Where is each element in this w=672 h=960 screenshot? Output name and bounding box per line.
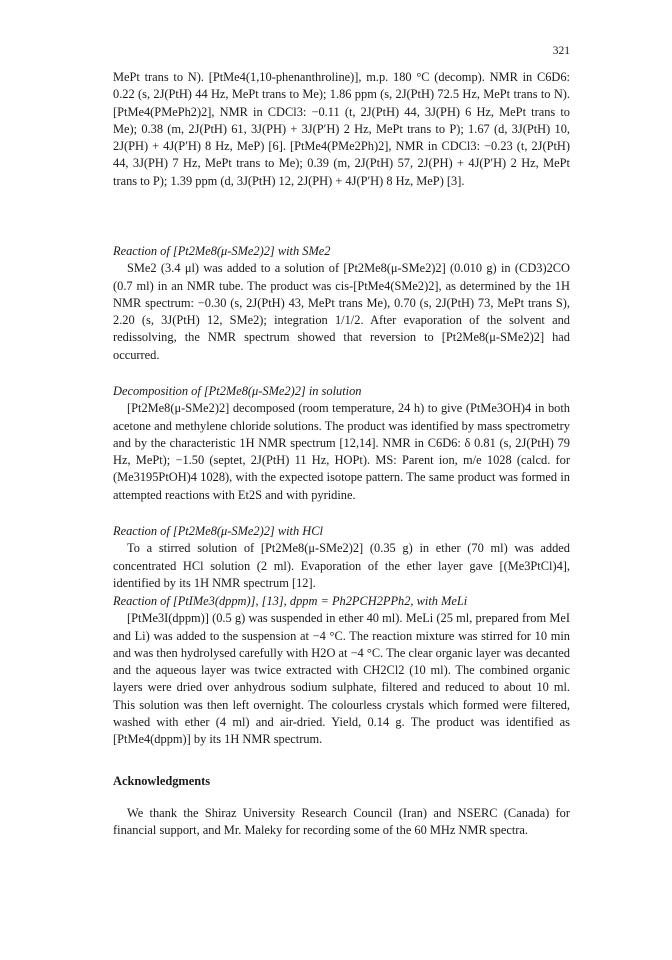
page-number: 321 [552, 45, 570, 57]
section-heading: Decomposition of [Pt2Me8(μ-SMe2)2] in solution [113, 384, 362, 398]
paragraph-text: MePt trans to N). [PtMe4(1,10-phenanthroline)], m.p. 180 °C (decomp). NMR in C6D6: 0.22 (s, 2J(PtH) 44 Hz, MePt trans to Me); 1.86 ppm (s, 2J(PtH) 72.5 Hz, MePt trans to N). [PtMe4(PMePh2)2], NMR in CDCl3: −0.11 (t, 2J(PtH) 44, 3J(PH) 6 Hz, MePt trans to Me); 0.38 (m, 2J(PtH) 61, 3J(PH) + 3J(P′H) 2 Hz, MePt trans to P); 1.67 (d, 3J(PtH) 10, 2J(PH) + 4J(P′H) 8 Hz, MeP) [6]. [PtMe4(PMe2Ph)2], NMR in CDCl3: −0.23 (t, 2J(PtH) 44, 3J(PH) 7 Hz, MePt trans to Me); 0.39 (m, 2J(PtH) 57, 2J(PH) + 4J(P′H) 2 Hz, MePt trans to P); 1.39 ppm (d, 3J(PtH) 12, 2J(PH) + 4J(P′H) 8 Hz, MeP) [3]. [113, 70, 570, 188]
paragraph-text: To a stirred solution of [Pt2Me8(μ-SMe2)2] (0.35 g) in ether (70 ml) was added concentrated HCl solution (2 ml). Evaporation of the ether layer gave [(Me3PtCl)4], identified by its 1H NMR spectrum [12]. [113, 541, 570, 590]
paragraph-text: [PtMe3I(dppm)] (0.5 g) was suspended in ether 40 ml). MeLi (25 ml, prepared from MeI and Li) was added to the suspension at −4 °C. The reaction mixture was stirred for 10 min and was then hydrolysed carefully with H2O at −4 °C. The clear organic layer was decanted and the aqueous layer was twice extracted with CH2Cl2 (10 ml). The combined organic layers were dried over anhydrous sodium sulphate, filtered and reduced to about 10 ml. This solution was then left overnight. The colourless crystals which formed were filtered, washed with ether (4 ml) and air-dried. Yield, 0.14 g. The product was identified as [PtMe4(dppm)] by its 1H NMR spectrum. [113, 611, 570, 747]
paragraph-text: SMe2 (3.4 μl) was added to a solution of [Pt2Me8(μ-SMe2)2] (0.010 g) in (CD3)2CO (0.7 ml) in an NMR tube. The product was cis-[PtMe4(SMe2)2], as determined by the 1H NMR spectrum: −0.30 (s, 2J(PtH) 43, MePt trans Me), 0.70 (s, 2J(PtH) 73, MePt trans S), 2.20 (s, 3J(PtH) 12, SMe2); integration 1/1/2. After evaporation of the solvent and redissolving, the NMR spectrum showed that reversion to [Pt2Me8(μ-SMe2)2] had occurred. [113, 261, 570, 362]
acknowledgments-heading: Acknowledgments [113, 774, 211, 788]
section-hcl-reaction [113, 523, 570, 592]
section-heading: Reaction of [Pt2Me8(μ-SMe2)2] with SMe2 [113, 244, 331, 258]
paragraph-text: We thank the Shiraz University Research Council (Iran) and NSERC (Canada) for financial support, and Mr. Maleky for recording some of the 60 MHz NMR spectra. [113, 806, 570, 838]
acknowledgments-text [113, 805, 570, 840]
section-smE2-reaction [113, 243, 570, 364]
section-meli-reaction [113, 593, 570, 749]
section-heading: Reaction of [PtIMe3(dppm)], [13], dppm = Ph2PCH2PPh2, with MeLi [113, 594, 468, 608]
section-heading: Reaction of [Pt2Me8(μ-SMe2)2] with HCl [113, 524, 323, 538]
section-decomposition [113, 383, 570, 504]
paragraph-nmr-data [113, 69, 570, 190]
paragraph-text: [Pt2Me8(μ-SMe2)2] decomposed (room temperature, 24 h) to give (PtMe3OH)4 in both acetone and methylene chloride solutions. The product was identified by mass spectrometry and by the characteristic 1H NMR spectrum [12,14]. NMR in C6D6: δ 0.81 (s, 2J(PtH) 79 Hz, MePt); −1.50 (septet, 2J(PtH) 11 Hz, HOPt). MS: Parent ion, m/e 1028 (calcd. for (Me3195PtOH)4 1028), with the expected isotope pattern. The same product was formed in attempted reactions with Et2S and with pyridine. [113, 401, 570, 502]
